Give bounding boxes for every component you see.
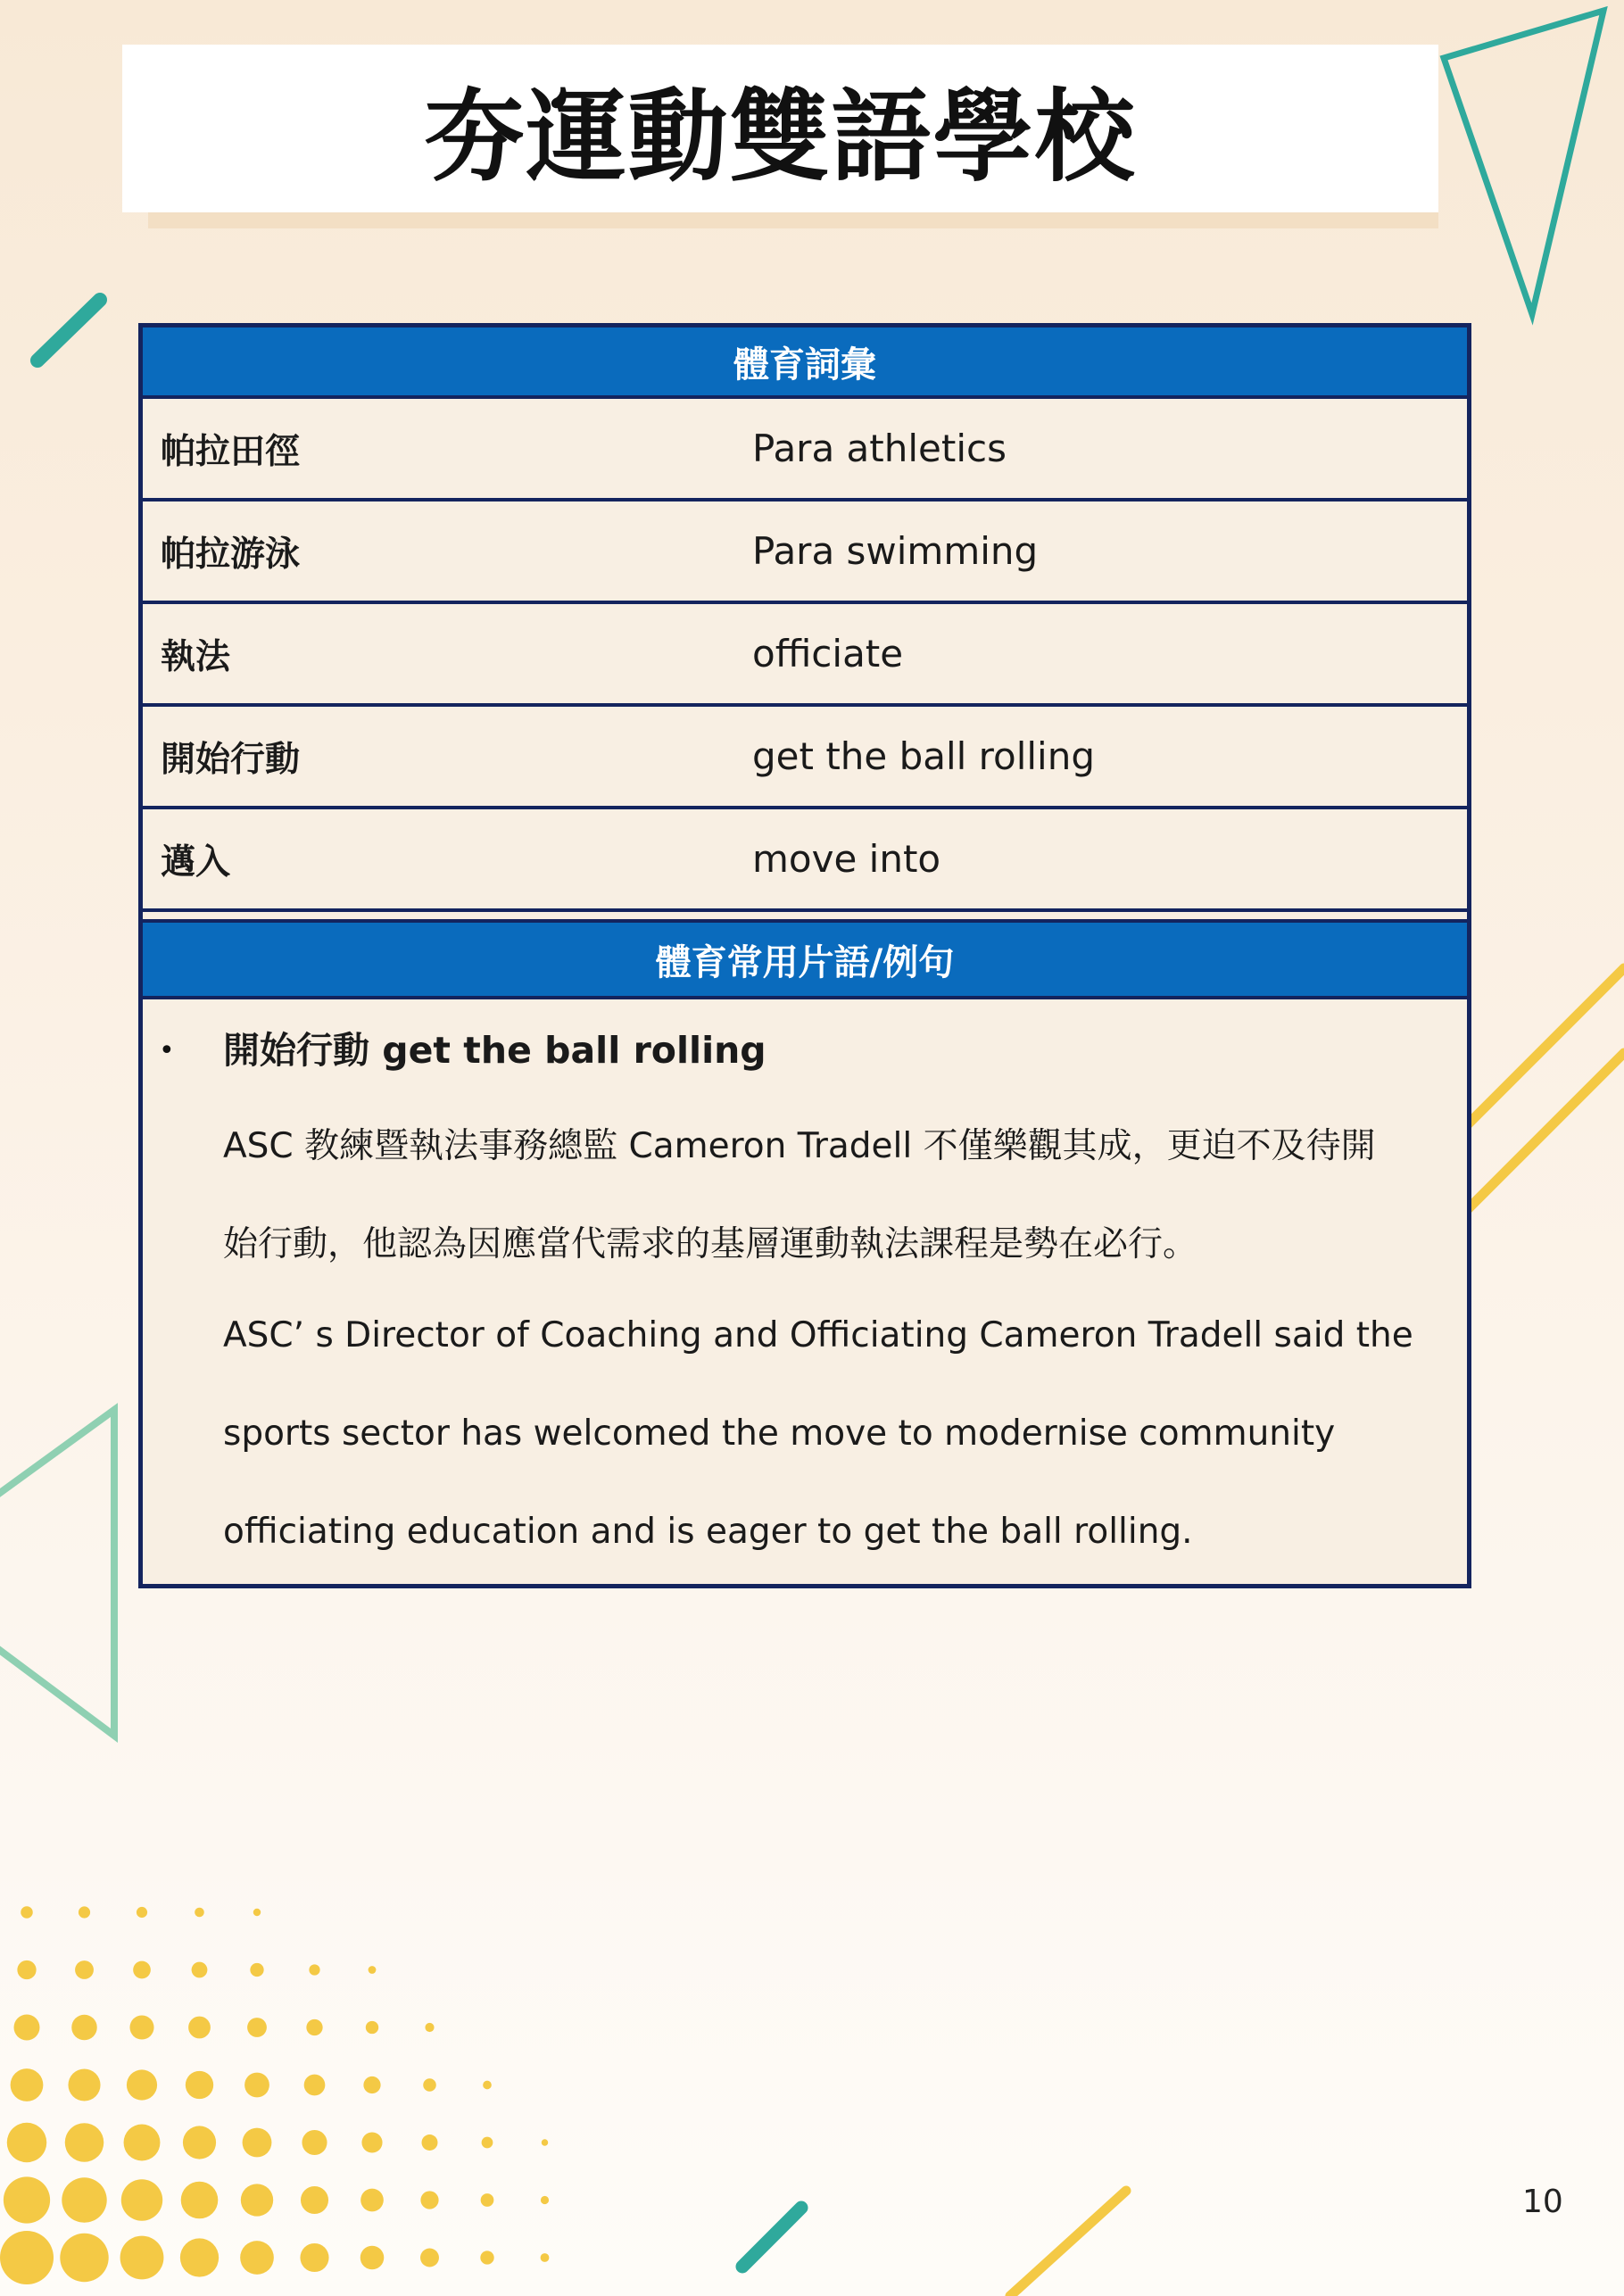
term-zh: 邁入 xyxy=(161,841,231,883)
halftone-dot xyxy=(60,2234,108,2282)
halftone-dot xyxy=(360,2246,385,2270)
mint-triangle-outline xyxy=(0,1410,114,1736)
halftone-dot xyxy=(137,1907,147,1918)
halftone-dot xyxy=(129,2015,153,2039)
halftone-dot xyxy=(363,2076,380,2093)
halftone-dot xyxy=(541,2253,550,2262)
example-en-line-3: officiating education and is eager to get the ball rolling. xyxy=(223,1512,1193,1552)
term-en: officiate xyxy=(752,632,904,676)
halftone-dot xyxy=(423,2078,436,2092)
halftone-dot xyxy=(124,2125,161,2161)
example-zh-line-2: 始行動，他認為因應當代需求的基層運動執法課程是勢在必行。 xyxy=(223,1224,1198,1264)
halftone-dot xyxy=(75,1960,94,1979)
halftone-dot xyxy=(4,2176,50,2223)
yellow-line-bottom xyxy=(1010,2191,1126,2296)
halftone-dot xyxy=(422,2134,438,2151)
halftone-dot xyxy=(183,2126,216,2159)
term-zh: 開始行動 xyxy=(161,739,301,780)
halftone-dot xyxy=(14,2015,40,2041)
table-row xyxy=(143,501,1467,604)
halftone-dot xyxy=(0,2231,54,2284)
halftone-dot xyxy=(541,2196,549,2204)
halftone-dot xyxy=(133,1961,151,1979)
page-number: 10 xyxy=(1522,2184,1563,2220)
halftone-dot xyxy=(65,2123,104,2162)
vocabulary-table xyxy=(138,323,1471,1588)
halftone-dot xyxy=(309,1964,319,1975)
phrases-heading: 體育常用片語/例句 xyxy=(143,919,1467,999)
halftone-dot xyxy=(247,2018,267,2037)
bullet-marker: • xyxy=(159,1035,175,1066)
halftone-dot xyxy=(300,2243,328,2272)
halftone-dot xyxy=(127,2069,157,2100)
term-zh: 帕拉田徑 xyxy=(161,431,301,472)
halftone-dot xyxy=(425,2023,434,2032)
vocabulary-heading: 體育詞彙 xyxy=(143,327,1467,399)
halftone-dot xyxy=(68,2068,100,2101)
yellow-line-2 xyxy=(1462,1053,1624,1215)
halftone-dot xyxy=(302,2130,327,2155)
title-banner xyxy=(122,45,1438,212)
example-en-line-2: sports sector has welcomed the move to modernise community xyxy=(223,1413,1336,1454)
teal-dash-top-left xyxy=(37,300,100,361)
halftone-dot xyxy=(11,2068,44,2101)
halftone-dot xyxy=(369,1966,377,1974)
term-zh: 執法 xyxy=(161,636,231,677)
halftone-dot xyxy=(71,2015,97,2041)
halftone-dot xyxy=(120,2236,164,2280)
halftone-dot xyxy=(360,2189,384,2212)
table-row xyxy=(143,809,1467,912)
halftone-dot xyxy=(121,2179,162,2220)
halftone-dot xyxy=(21,1906,33,1919)
page-title: 夯運動雙語學校 xyxy=(424,79,1137,195)
halftone-dot xyxy=(181,2182,219,2219)
halftone-dot xyxy=(243,2128,272,2158)
halftone-dot xyxy=(244,2073,269,2098)
halftone-dot xyxy=(250,1963,263,1977)
halftone-dot xyxy=(366,2021,378,2034)
halftone-dot xyxy=(79,1906,90,1918)
halftone-dot xyxy=(62,2177,106,2222)
halftone-dot xyxy=(7,2123,47,2163)
halftone-dot xyxy=(482,2137,493,2149)
halftone-dot xyxy=(480,2250,493,2264)
table-row xyxy=(143,399,1467,501)
halftone-dot xyxy=(420,2191,438,2209)
halftone-dot xyxy=(241,2184,273,2216)
term-en: move into xyxy=(752,837,941,881)
halftone-dot xyxy=(306,2019,322,2035)
halftone-dot xyxy=(542,2139,548,2145)
phrase-title: 開始行動 get the ball rolling xyxy=(223,1029,766,1072)
example-en-line-1: ASC’ s Director of Coaching and Officiating Cameron Tradell said the xyxy=(223,1315,1413,1355)
halftone-dot xyxy=(304,2075,326,2096)
halftone-dot xyxy=(301,2186,328,2214)
term-en: Para athletics xyxy=(752,427,1007,470)
halftone-dot xyxy=(180,2238,219,2276)
term-en: get the ball rolling xyxy=(752,734,1096,778)
halftone-dot xyxy=(195,1908,204,1918)
table-row xyxy=(143,604,1467,707)
teal-dash-bottom xyxy=(742,2208,801,2267)
halftone-dot xyxy=(240,2241,274,2275)
halftone-dot xyxy=(420,2249,439,2267)
halftone-dot xyxy=(481,2193,494,2207)
term-zh: 帕拉游泳 xyxy=(161,534,301,575)
teal-triangle-outline xyxy=(1444,11,1603,314)
halftone-dot xyxy=(188,2017,211,2039)
halftone-dot xyxy=(361,2132,382,2152)
halftone-dot xyxy=(483,2081,492,2090)
table-row xyxy=(143,707,1467,809)
halftone-dot xyxy=(253,1909,261,1916)
yellow-dot-pattern xyxy=(0,1906,549,2284)
halftone-dot xyxy=(192,1962,208,1978)
example-zh-line-1: ASC 教練暨執法事務總監 Cameron Tradell 不僅樂觀其成，更迫不及待開 xyxy=(223,1126,1376,1166)
halftone-dot xyxy=(17,1960,36,1979)
halftone-dot xyxy=(186,2071,213,2099)
term-en: Para swimming xyxy=(752,529,1039,573)
